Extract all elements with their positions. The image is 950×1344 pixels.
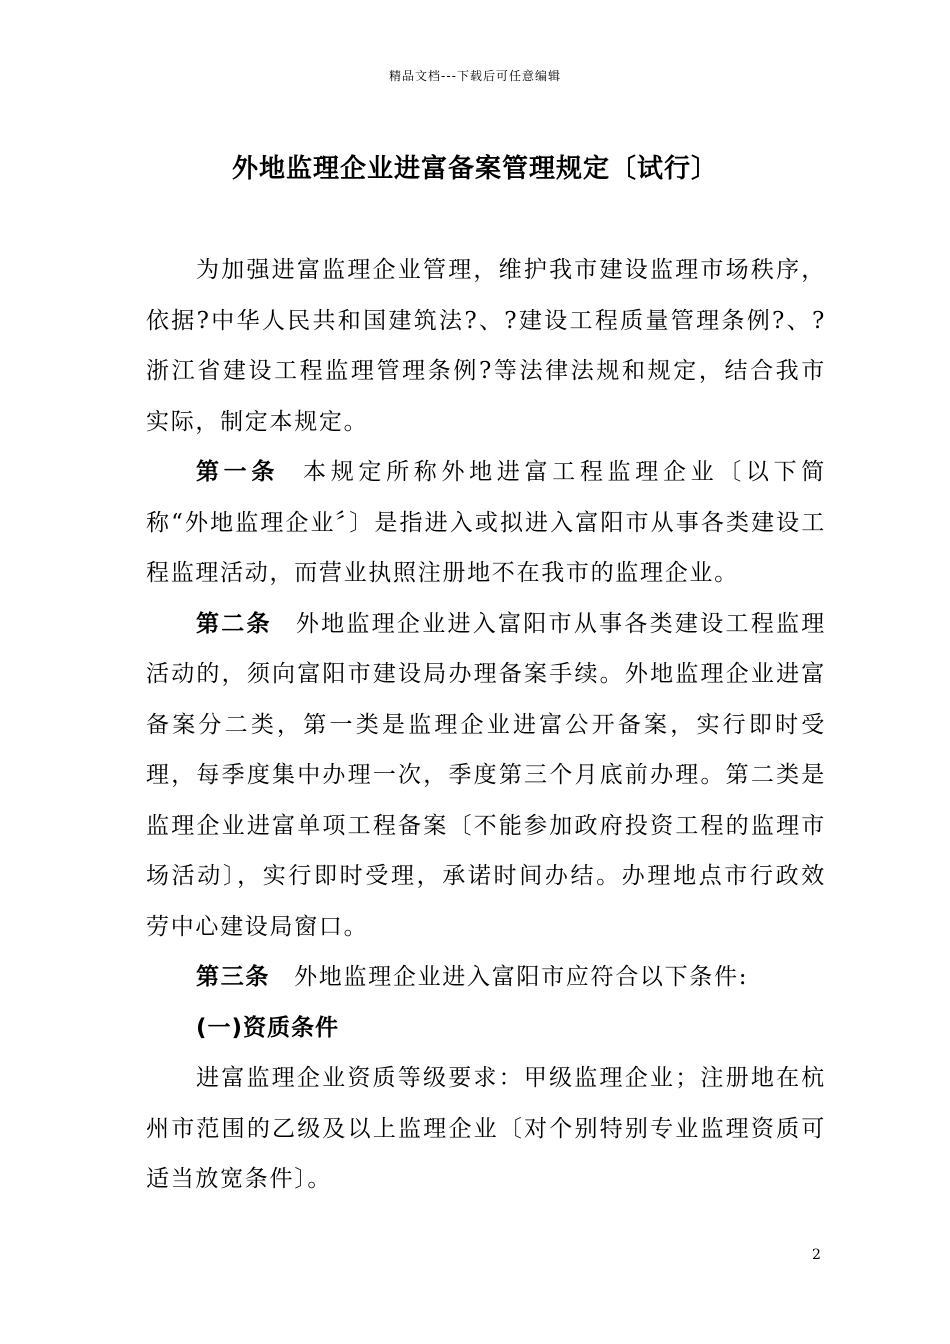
paragraph-qualification xyxy=(146,1053,826,1205)
article-heading: 第一条 xyxy=(196,459,280,485)
document-title: 外地监理企业进富备案管理规定〔试行〕 xyxy=(231,154,718,184)
article-heading: 第二条 xyxy=(196,610,272,637)
page-number: 2 xyxy=(812,1247,821,1263)
page-header: 精品文档---下载后可任意编辑 xyxy=(389,69,561,83)
paragraph-text: 本规定所称外地进富工程监理企业〔以下简称“外地监理企业〞〕是指进入或拟进入富阳市从事各类建设工程监理活动，而营业执照注册地不在我市的监理企业。 xyxy=(146,459,826,586)
paragraph-article-1 xyxy=(146,447,826,599)
paragraph-article-2 xyxy=(146,599,826,953)
paragraph-text: 为加强进富监理企业管理，维护我市建设监理市场秩序，依据?中华人民共和国建筑法?、?建设工程质量管理条例?、?浙江省建设工程监理管理条例?等法律法规和规定，结合我市实际，制定本规定。 xyxy=(146,257,826,435)
section-subheading: (一)资质条件 xyxy=(196,1014,340,1041)
paragraph-article-3 xyxy=(146,952,826,1003)
article-heading: 第三条 xyxy=(196,964,271,990)
paragraph-text: 进富监理企业资质等级要求：甲级监理企业；注册地在杭州市范围的乙级及以上监理企业〔对个别特别专业监理资质可适当放宽条件〕。 xyxy=(146,1065,826,1192)
document-body xyxy=(146,245,826,1205)
paragraph-text: 外地监理企业进入富阳市应符合以下条件: xyxy=(294,964,749,990)
paragraph-preamble xyxy=(146,245,826,447)
paragraph-text: 外地监理企业进入富阳市从事各类建设工程监理活动的，须向富阳市建设局办理备案手续。外地监理企业进富备案分二类，第一类是监理企业进富公开备案，实行即时受理，每季度集中办理一次，季度第三个月底前办理。第二类是监理企业进富单项工程备案〔不能参加政府投资工程的监理市场活动〕，实行即时受理，承诺时间办结。办理地点市行政效劳中心建设局窗口。 xyxy=(146,610,826,940)
